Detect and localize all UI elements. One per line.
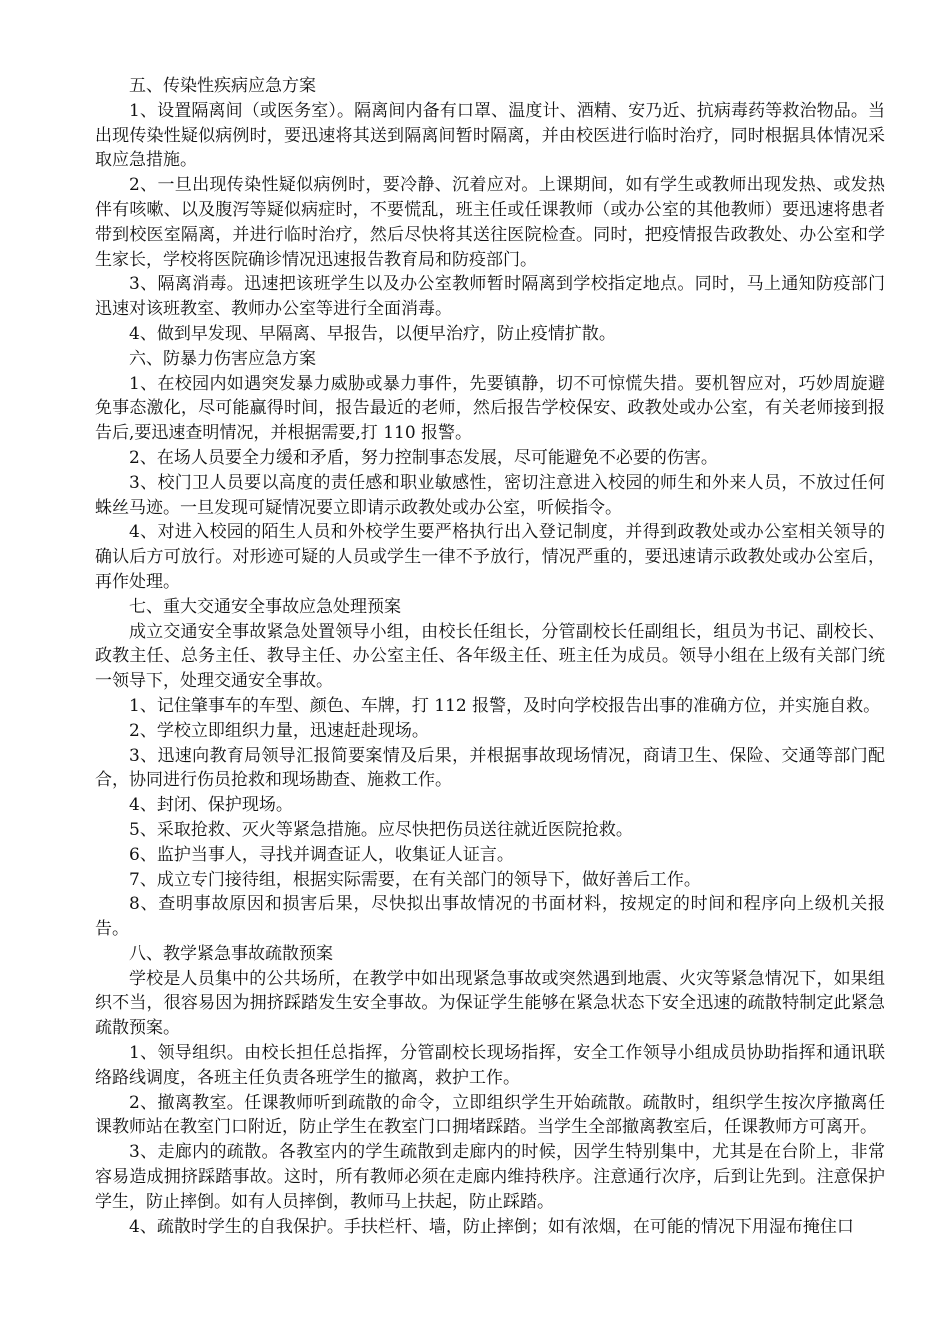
paragraph: 4、对进入校园的陌生人员和外校学生要严格执行出入登记制度，并得到政教处或办公室相关领导的确认后方可放行。对形迹可疑的人员或学生一律不予放行，情况严重的，要迅速请示政教处或办公室后，再作处理。 — [95, 522, 885, 592]
document-page — [95, 74, 885, 1239]
section-heading: 七、重大交通安全事故应急处理预案 — [129, 596, 401, 617]
paragraph: 6、监护当事人，寻找并调查证人，收集证人证言。 — [129, 844, 514, 865]
paragraph: 2、一旦出现传染性疑似病例时，要冷静、沉着应对。上课期间，如有学生或教师出现发热、或发热伴有咳嗽、以及腹泻等疑似病症时，不要慌乱，班主任或任课教师（或办公室的其他教师）要迅速将患者带到校医室隔离，并进行临时治疗，然后尽快将其送往医院检查。同时，把疫情报告政教处、办公室和学生家长，学校将医院确诊情况迅速报告教育局和防疫部门。 — [95, 175, 885, 270]
paragraph: 3、迅速向教育局领导汇报简要案情及后果，并根据事故现场情况，商请卫生、保险、交通等部门配合，协同进行伤员抢救和现场勘查、施救工作。 — [95, 745, 885, 791]
section-heading: 五、传染性疾病应急方案 — [129, 76, 316, 96]
paragraph: 2、撤离教室。任课教师听到疏散的命令，立即组织学生开始疏散。疏散时，组织学生按次序撤离任课教师站在教室门口附近，防止学生在教室门口拥堵踩踏。当学生全部撤离教室后，任课教师方可离开。 — [95, 1092, 885, 1138]
paragraph: 学校是人员集中的公共场所，在教学中如出现紧急事故或突然遇到地震、火灾等紧急情况下，如果组织不当，很容易因为拥挤踩踏发生安全事故。为保证学生能够在紧急状态下安全迅速的疏散特制定此紧急疏散预案。 — [95, 968, 885, 1039]
paragraph: 4、封闭、保护现场。 — [129, 795, 293, 816]
paragraph: 4、做到早发现、早隔离、早报告，以便早治疗，防止疫情扩散。 — [129, 323, 616, 344]
paragraph: 成立交通安全事故紧急处置领导小组，由校长任组长，分管副校长任副组长，组员为书记、副校长、政教主任、总务主任、教导主任、办公室主任、各年级主任、班主任为成员。领导小组在上级有关部门统一领导下，处理交通安全事故。 — [95, 621, 885, 692]
paragraph: 7、成立专门接待组，根据实际需要，在有关部门的领导下，做好善后工作。 — [129, 869, 701, 890]
paragraph: 3、走廊内的疏散。各教室内的学生疏散到走廊内的时候，因学生特别集中，尤其是在台阶上，非常容易造成拥挤踩踏事故。这时，所有教师必须在走廊内维持秩序。注意通行次序，后到让先到。注意保护学生，防止摔倒。如有人员摔倒，教师马上扶起，防止踩踏。 — [95, 1142, 885, 1212]
paragraph: 2、学校立即组织力量，迅速赶赴现场。 — [129, 720, 429, 741]
paragraph: 3、校门卫人员要以高度的责任感和职业敏感性，密切注意进入校园的师生和外来人员，不放过任何蛛丝马迹。一旦发现可疑情况要立即请示政教处或办公室，听候指令。 — [95, 472, 885, 518]
paragraph: 5、采取抢救、灭火等紧急措施。应尽快把伤员送往就近医院抢救。 — [129, 819, 633, 840]
section-heading: 八、教学紧急事故疏散预案 — [129, 943, 333, 964]
paragraph: 8、查明事故原因和损害后果，尽快拟出事故情况的书面材料，按规定的时间和程序向上级机关报告。 — [95, 894, 885, 940]
section-heading: 六、防暴力伤害应急方案 — [129, 348, 316, 369]
paragraph: 3、隔离消毒。迅速把该班学生以及办公室教师暂时隔离到学校指定地点。同时，马上通知防疫部门迅速对该班教室、教师办公室等进行全面消毒。 — [95, 274, 885, 320]
paragraph: 1、记住肇事车的车型、颜色、车牌，打 112 报警，及时向学校报告出事的准确方位，并实施自救。 — [129, 695, 881, 716]
paragraph: 1、领导组织。由校长担任总指挥，分管副校长现场指挥，安全工作领导小组成员协助指挥和通讯联络路线调度，各班主任负责各班学生的撤离，救护工作。 — [95, 1043, 885, 1088]
paragraph: 2、在场人员要全力缓和矛盾，努力控制事态发展，尽可能避免不必要的伤害。 — [129, 447, 718, 468]
paragraph: 4、疏散时学生的自我保护。手扶栏杆、墙，防止摔倒；如有浓烟，在可能的情况下用湿布掩住口 — [129, 1216, 854, 1237]
paragraph: 1、在校园内如遇突发暴力威胁或暴力事件，先要镇静，切不可惊慌失措。要机智应对，巧妙周旋避免事态激化，尽可能赢得时间，报告最近的老师，然后报告学校保安、政教处或办公室，有关老师接到报告后,要迅速查明情况，并根据需要,打 110 报警。 — [95, 373, 885, 444]
paragraph: 1、设置隔离间（或医务室）。隔离间内备有口罩、温度计、酒精、安乃近、抗病毒药等救治物品。当出现传染性疑似病例时，要迅速将其送到隔离间暂时隔离，并由校医进行临时治疗，同时根据具体情况采取应急措施。 — [95, 100, 885, 171]
